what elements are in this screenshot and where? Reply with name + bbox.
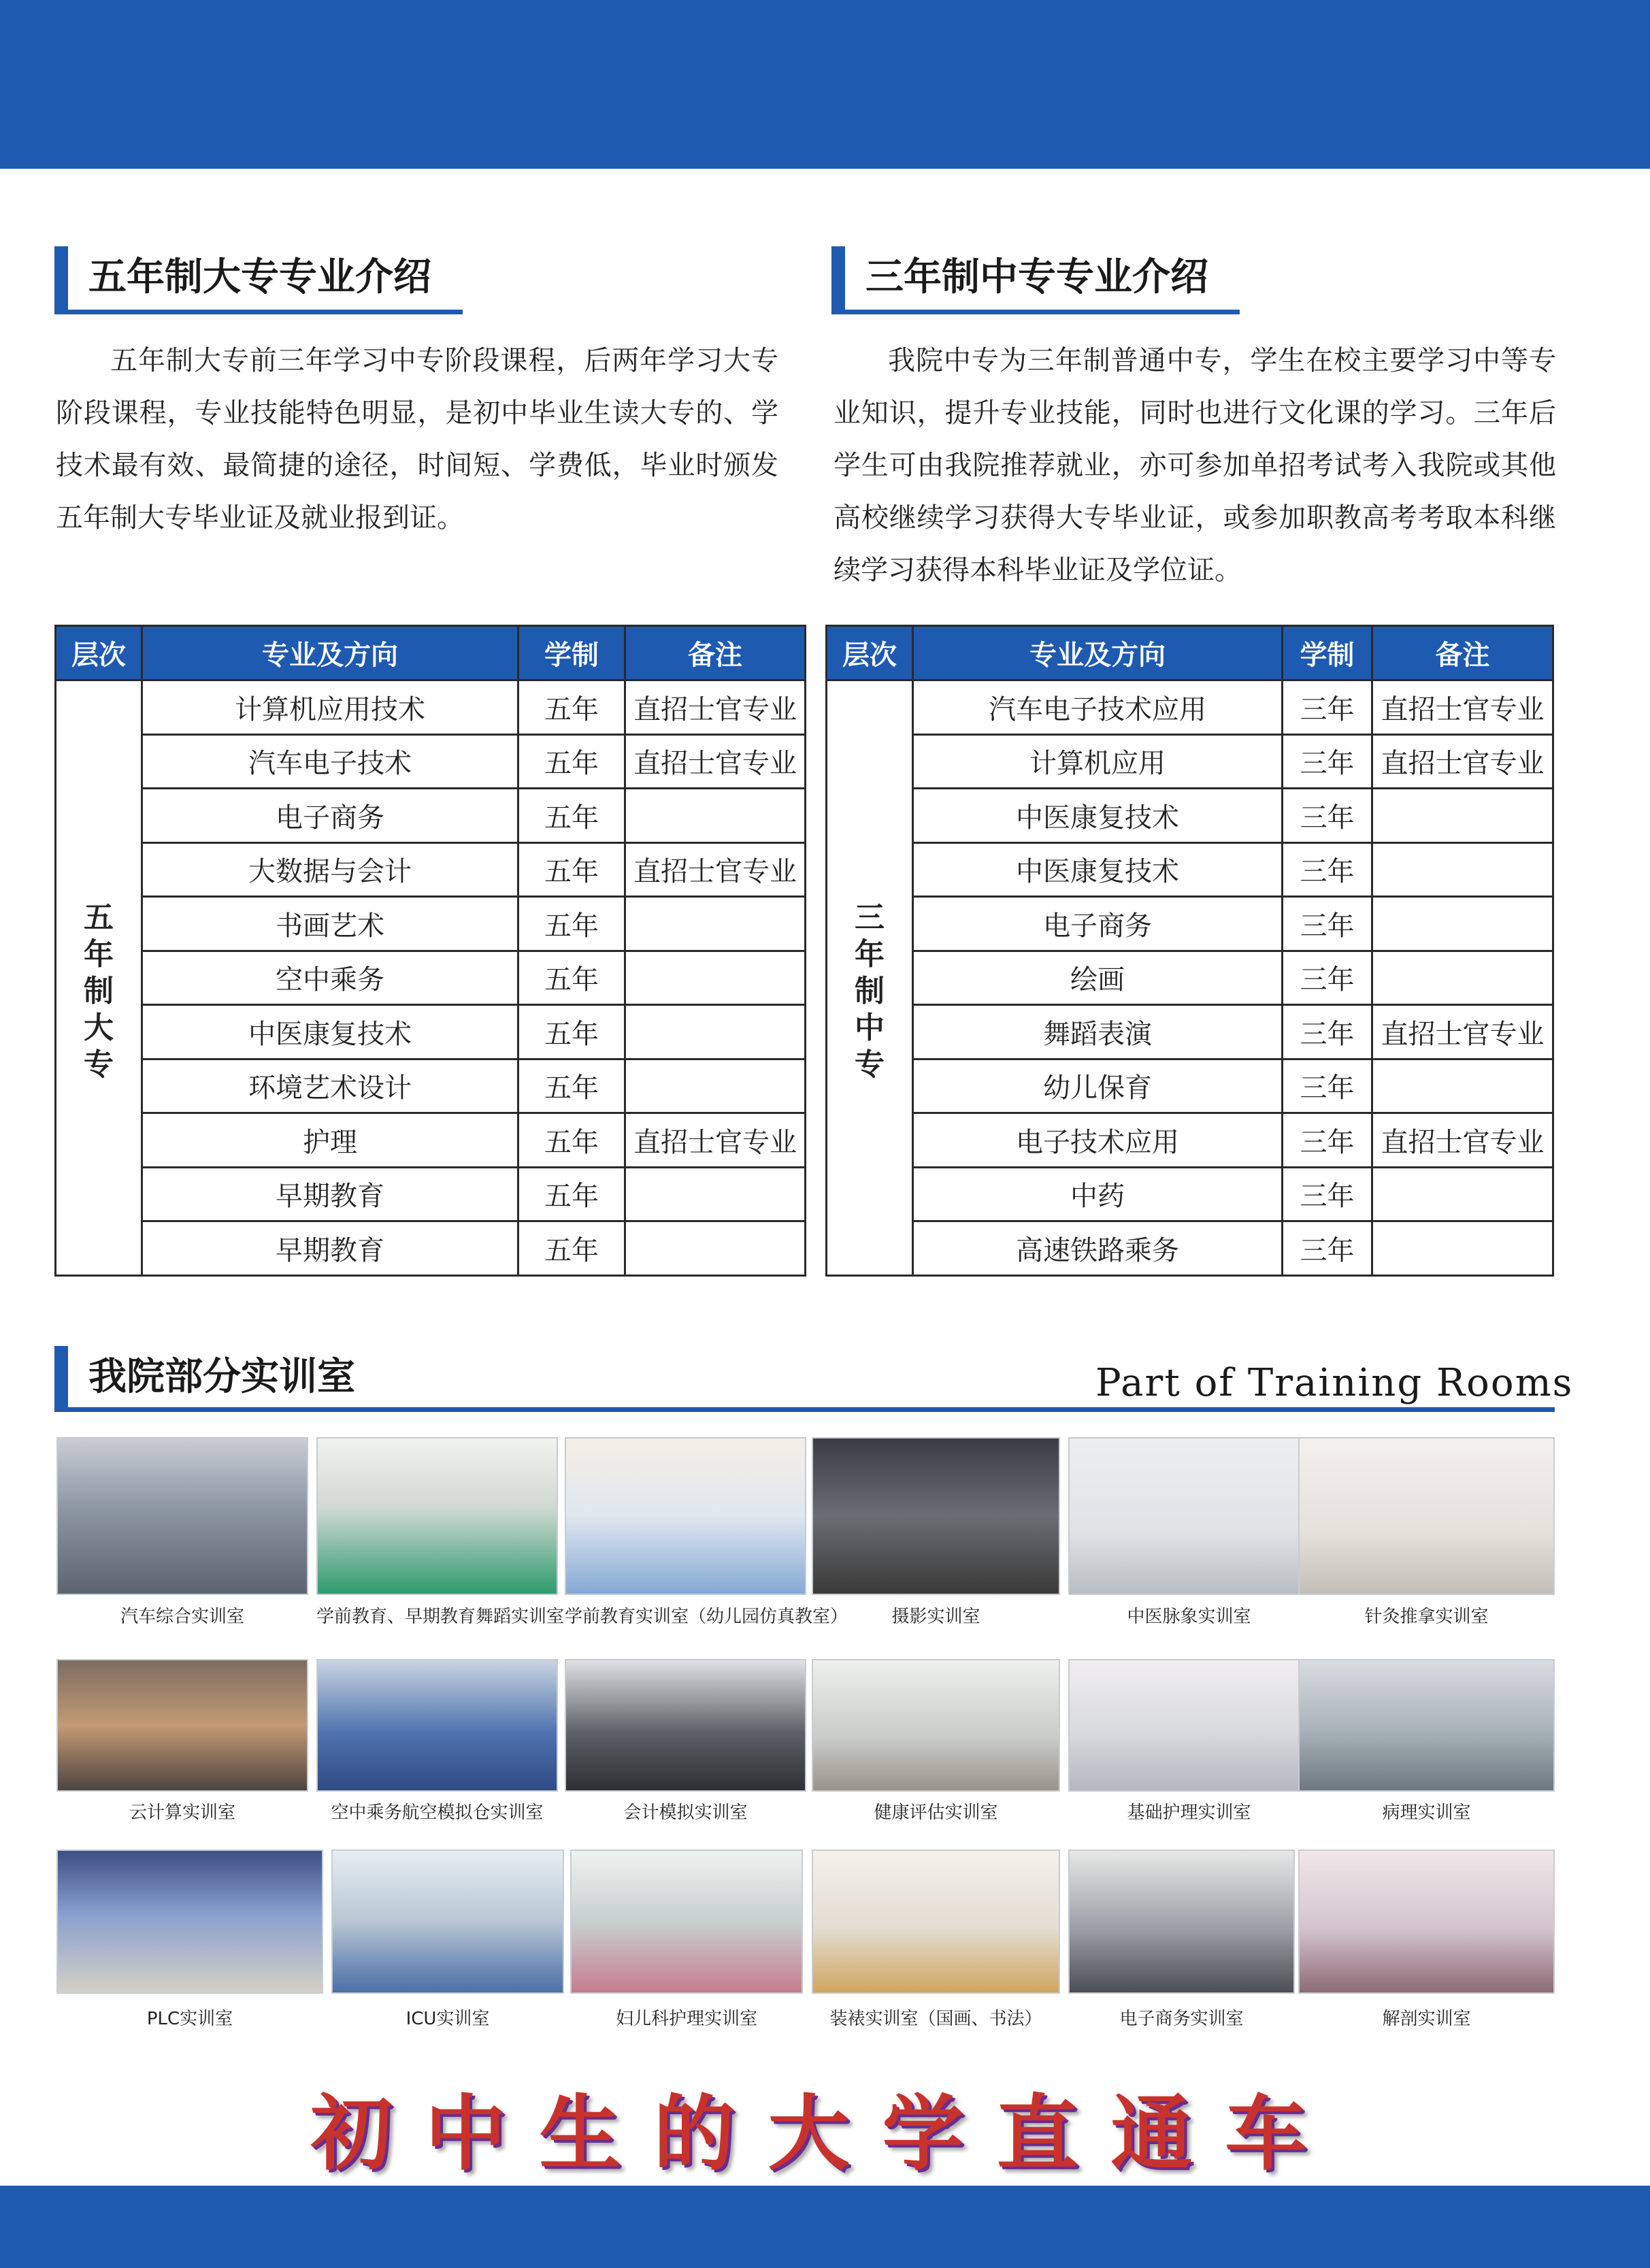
major-cell: 中医康复技术 [913,842,1283,897]
photo-placeholder [813,1439,1059,1594]
level-label: 三年制中专 [855,900,885,1082]
photo-placeholder [572,1851,802,1992]
training-title: 我院部分实训室 [88,1355,355,1399]
duration-cell: 三年 [1283,789,1372,843]
five-year-program-table [54,625,806,1277]
training-room-photo [1298,1659,1555,1792]
major-cell: 中药 [913,1167,1283,1221]
table-row [56,1005,806,1059]
note-cell: 直招士官专业 [625,680,806,735]
training-room-caption: 电子商务实训室 [1119,2009,1244,2029]
photo-placeholder [1070,1660,1308,1790]
note-cell [625,789,806,843]
note-cell: 直招士官专业 [1372,1005,1553,1059]
photo-placeholder [333,1851,563,1992]
training-room-caption: 空中乘务航空模拟仓实训室 [331,1803,544,1823]
duration-cell: 五年 [518,842,625,897]
training-room-caption: 装裱实训室（国画、书法） [829,2009,1042,2029]
table-row [56,842,806,897]
training-room-caption: 针灸推拿实训室 [1364,1607,1489,1627]
table-row [827,897,1553,951]
header-accent-bar [831,246,845,312]
training-room-photo [1068,1437,1310,1595]
note-cell [1372,951,1553,1005]
major-cell: 汽车电子技术应用 [913,680,1283,735]
table-row [56,951,806,1005]
major-cell: 早期教育 [142,1221,518,1276]
slogan: 初中生的大学直通车 [310,2086,1340,2182]
training-room-photo [56,1659,308,1792]
training-title-en: Part of Training Rooms [1095,1361,1574,1405]
five-year-section-header [54,246,463,314]
table-row [56,734,806,789]
table-row [56,680,806,735]
photo-placeholder [566,1660,805,1790]
training-room-photo [56,1437,308,1595]
training-room-photo [812,1437,1060,1595]
duration-cell: 五年 [518,734,625,789]
header-major: 专业及方向 [913,626,1283,680]
table-row [827,680,1553,735]
duration-cell: 五年 [518,1221,625,1276]
photo-placeholder [1070,1851,1293,1992]
training-room-caption: 学前教育、早期教育舞蹈实训室 [316,1607,565,1627]
training-room-caption: 妇儿科护理实训室 [615,2009,757,2029]
header-accent-bar [54,246,68,312]
photo-placeholder [58,1439,307,1594]
note-cell [625,1167,806,1221]
table-row [56,1113,806,1168]
table-row [56,897,806,951]
bottom-banner [0,2186,1650,2268]
header-duration: 学制 [1283,626,1372,680]
training-room-caption: PLC实训室 [146,2009,233,2029]
photo-placeholder [813,1851,1059,1992]
duration-cell: 五年 [518,680,625,735]
major-cell: 电子技术应用 [913,1113,1283,1168]
note-cell [1372,842,1553,897]
training-room-photo [1068,1659,1310,1792]
major-cell: 大数据与会计 [142,842,518,897]
note-cell: 直招士官专业 [1372,1113,1553,1168]
duration-cell: 五年 [518,789,625,843]
table-row [827,951,1553,1005]
table-header-row [827,626,1553,680]
major-cell: 护理 [142,1113,518,1168]
header-level: 层次 [56,626,142,680]
header-underline [831,310,1240,314]
training-room-photo [331,1850,564,1994]
duration-cell: 三年 [1283,951,1372,1005]
duration-cell: 五年 [518,1113,625,1168]
note-cell [1372,897,1553,951]
training-room-caption: 会计模拟实训室 [623,1803,748,1823]
major-cell: 汽车电子技术 [142,734,518,789]
note-cell: 直招士官专业 [625,842,806,897]
training-room-photo [316,1659,558,1792]
training-room-photo [565,1659,806,1792]
table-row [827,789,1553,843]
duration-cell: 三年 [1283,1221,1372,1276]
training-room-caption: ICU实训室 [406,2009,490,2029]
three-year-program-table [825,625,1554,1277]
duration-cell: 五年 [518,951,625,1005]
table-row [827,1221,1553,1276]
photo-placeholder [1300,1660,1553,1790]
training-room-photo [565,1437,806,1595]
table-row [827,842,1553,897]
table-row [827,1167,1553,1221]
major-cell: 电子商务 [913,897,1283,951]
duration-cell: 三年 [1283,1167,1372,1221]
training-section-header [54,1346,531,1414]
training-room-photo [1068,1850,1295,1994]
major-cell: 幼儿保育 [913,1059,1283,1113]
major-cell: 早期教育 [142,1167,518,1221]
note-cell [625,1059,806,1113]
training-room-photo [1298,1850,1555,1994]
note-cell [625,951,806,1005]
table-row [827,734,1553,789]
header-level: 层次 [827,626,913,680]
training-room-photo [1298,1437,1555,1595]
training-room-caption: 汽车综合实训室 [120,1607,244,1627]
duration-cell: 三年 [1283,734,1372,789]
major-cell: 书画艺术 [142,897,518,951]
note-cell [625,897,806,951]
major-cell: 高速铁路乘务 [913,1221,1283,1276]
photo-placeholder [1300,1851,1553,1992]
photo-placeholder [318,1660,557,1790]
three-year-intro: 我院中专为三年制普通中专，学生在校主要学习中等专业知识，提升专业技能，同时也进行文化课的学习。三年后学生可由我院推荐就业，亦可参加单招考试考入我院或其他高校继续学习获得大专毕业证，或参加职教高考考取本科继续学习获得本科毕业证及学位证。 [834,345,1556,586]
training-room-photo [812,1659,1060,1792]
training-room-caption: 基础护理实训室 [1127,1803,1251,1823]
duration-cell: 三年 [1283,842,1372,897]
header-note: 备注 [625,626,806,680]
major-cell: 计算机应用 [913,734,1283,789]
training-room-photo [812,1850,1060,1994]
major-cell: 电子商务 [142,789,518,843]
photo-placeholder [1300,1439,1553,1594]
duration-cell: 五年 [518,1005,625,1059]
training-room-caption: 摄影实训室 [891,1607,980,1627]
duration-cell: 三年 [1283,1113,1372,1168]
note-cell [1372,1059,1553,1113]
photo-placeholder [318,1439,557,1594]
header-note: 备注 [1372,626,1553,680]
major-cell: 舞蹈表演 [913,1005,1283,1059]
note-cell [1372,1221,1553,1276]
training-underline [54,1407,1555,1412]
training-room-caption: 病理实训室 [1382,1803,1471,1823]
note-cell [1372,789,1553,843]
table-row [827,1113,1553,1168]
note-cell: 直招士官专业 [625,1113,806,1168]
duration-cell: 三年 [1283,897,1372,951]
photo-placeholder [58,1851,322,1992]
table-header-row [56,626,806,680]
duration-cell: 五年 [518,1167,625,1221]
table-row [827,1059,1553,1113]
major-cell: 中医康复技术 [913,789,1283,843]
photo-placeholder [566,1439,805,1594]
header-major: 专业及方向 [142,626,518,680]
header-underline [54,310,463,314]
major-cell: 计算机应用技术 [142,680,518,735]
duration-cell: 五年 [518,897,625,951]
training-room-caption: 解剖实训室 [1382,2009,1471,2029]
photo-placeholder [1070,1439,1308,1594]
note-cell [625,1005,806,1059]
note-cell: 直招士官专业 [625,734,806,789]
photo-placeholder [58,1660,307,1790]
five-year-title: 五年制大专专业介绍 [88,255,431,299]
note-cell: 直招士官专业 [1372,680,1553,735]
major-cell: 中医康复技术 [142,1005,518,1059]
major-cell: 空中乘务 [142,951,518,1005]
training-room-caption: 中医脉象实训室 [1127,1607,1251,1627]
photo-placeholder [813,1660,1059,1790]
note-cell: 直招士官专业 [1372,734,1553,789]
table-row [56,1167,806,1221]
note-cell [625,1221,806,1276]
level-label: 五年制大专 [84,900,114,1082]
level-cell [56,680,142,1276]
training-room-caption: 云计算实训室 [129,1803,235,1823]
header-accent-bar [54,1346,68,1411]
level-cell [827,680,913,1276]
header-duration: 学制 [518,626,625,680]
major-cell: 绘画 [913,951,1283,1005]
three-year-section-header [831,246,1240,314]
training-room-caption: 学前教育实训室（幼儿园仿真教室） [565,1607,848,1627]
training-room-photo [316,1437,558,1595]
duration-cell: 三年 [1283,1059,1372,1113]
table-row [56,1059,806,1113]
note-cell [1372,1167,1553,1221]
five-year-intro: 五年制大专前三年学习中专阶段课程，后两年学习大专阶段课程，专业技能特色明显，是初中毕业生读大专的、学技术最有效、最简捷的途径，时间短、学费低，毕业时颁发五年制大专毕业证及就业报到证。 [56,345,778,533]
three-year-title: 三年制中专专业介绍 [865,255,1208,299]
training-room-photo [570,1850,803,1994]
major-cell: 环境艺术设计 [142,1059,518,1113]
table-row [827,1005,1553,1059]
duration-cell: 三年 [1283,1005,1372,1059]
top-banner [0,0,1650,169]
training-room-caption: 健康评估实训室 [874,1803,998,1823]
table-row [56,789,806,843]
training-room-photo [56,1850,323,1994]
duration-cell: 三年 [1283,680,1372,735]
table-row [56,1221,806,1276]
duration-cell: 五年 [518,1059,625,1113]
